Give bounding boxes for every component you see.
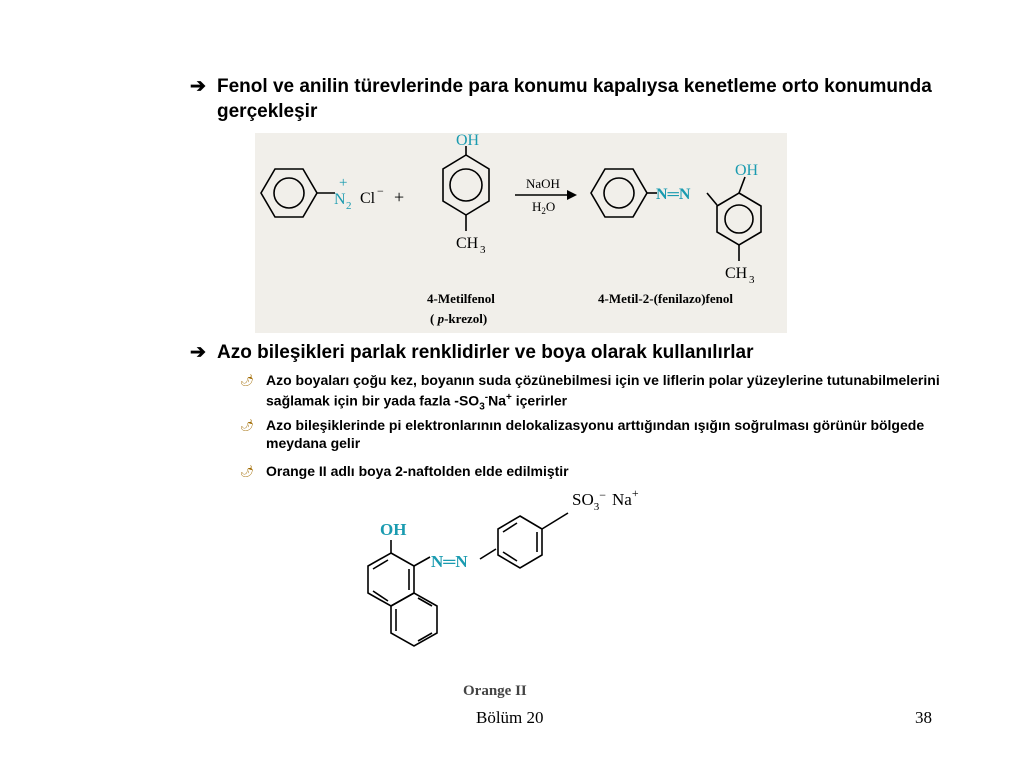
sub-bullet-solubility	[240, 371, 960, 416]
orange-oh: OH	[380, 520, 407, 539]
reagent-naoh: NaOH	[526, 176, 560, 191]
label-4-metilfenol: 4-Metilfenol	[427, 291, 495, 306]
chloride: Cl	[360, 190, 376, 207]
bullet-coupling-ortho	[190, 74, 960, 124]
sub-bullet-text: Orange II adlı boya 2-naftolden elde edilmiştir	[266, 463, 569, 479]
reagent-h2o: $H_2O$	[532, 199, 556, 216]
orange-so3: $SO_3^-$ Na+	[572, 486, 639, 513]
sub-bullet-text: Azo boyaları çoğu kez, boyanın suda çözünebilmesi için ve liflerin polar yüzeylerine tutunabilmelerini sağlamak için bir yada fazla $-SO_3^-Na^+$ içerirler	[266, 372, 940, 413]
product-ch3: CH	[725, 265, 748, 282]
orange-ii-structure	[340, 485, 670, 705]
arrow-bullet-icon: ➔	[190, 342, 206, 363]
aromatic-circle-4	[725, 205, 753, 233]
naphthalene-ring-2	[391, 593, 437, 646]
footer-chapter: Bölüm 20	[476, 708, 544, 727]
orange-ii-svg	[340, 485, 670, 705]
label-p-krezol: ( p-krezol)	[430, 311, 488, 326]
footer-page-number: 38	[915, 708, 932, 727]
diazonium-n-sub: 2	[346, 200, 352, 212]
benzene-ring-1	[261, 169, 317, 217]
sub-bullet-delocalization	[240, 416, 960, 452]
pepper-bullet-icon: 🌶︎	[240, 375, 254, 387]
aromatic-circle-2	[450, 169, 482, 201]
bullet-azo-colors	[190, 340, 910, 365]
product-ring	[717, 193, 761, 245]
plus-sign: +	[394, 187, 405, 207]
reaction-arrowhead	[567, 190, 577, 200]
aromatic-circle-1	[274, 178, 304, 208]
pepper-bullet-icon: 🌶︎	[240, 466, 254, 478]
naphthalene-ring-1	[368, 553, 414, 606]
cresol-ch3-sub: 3	[480, 244, 486, 256]
benzene-ring-orange	[498, 516, 542, 568]
sub-bullet-text: Azo bileşiklerinde pi elektronlarının delokalizasyonu arttığından ışığın soğrulması görünür bölgede meydana gelir	[266, 417, 925, 451]
sub-bullet-orange-ii	[240, 462, 960, 480]
pepper-bullet-icon: 🌶︎	[240, 420, 254, 432]
cresol-oh: OH	[456, 133, 480, 149]
orange-ii-label: Orange II	[463, 683, 527, 699]
chloride-charge: −	[377, 184, 384, 198]
diazonium-n: N	[334, 191, 346, 208]
product-oh: OH	[735, 162, 759, 179]
reaction-scheme-svg	[255, 133, 787, 333]
azo-group: N═N	[656, 186, 691, 203]
arrow-bullet-icon: ➔	[190, 76, 206, 97]
n-charge: +	[339, 175, 348, 191]
aromatic-circle-3	[604, 178, 634, 208]
reaction-scheme	[255, 133, 787, 333]
bullet-text: Fenol ve anilin türevlerinde para konumu kapalıysa kenetleme orto konumunda gerçekleşir	[217, 76, 932, 122]
benzene-ring-3	[591, 169, 647, 217]
label-product: 4-Metil-2-(fenilazo)fenol	[598, 291, 734, 306]
bullet-text: Azo bileşikleri parlak renklidirler ve boya olarak kullanılırlar	[217, 342, 754, 363]
cresol-ch3: CH	[456, 235, 479, 252]
product-ch3-sub: 3	[749, 274, 755, 286]
orange-azo: N═N	[431, 552, 468, 571]
